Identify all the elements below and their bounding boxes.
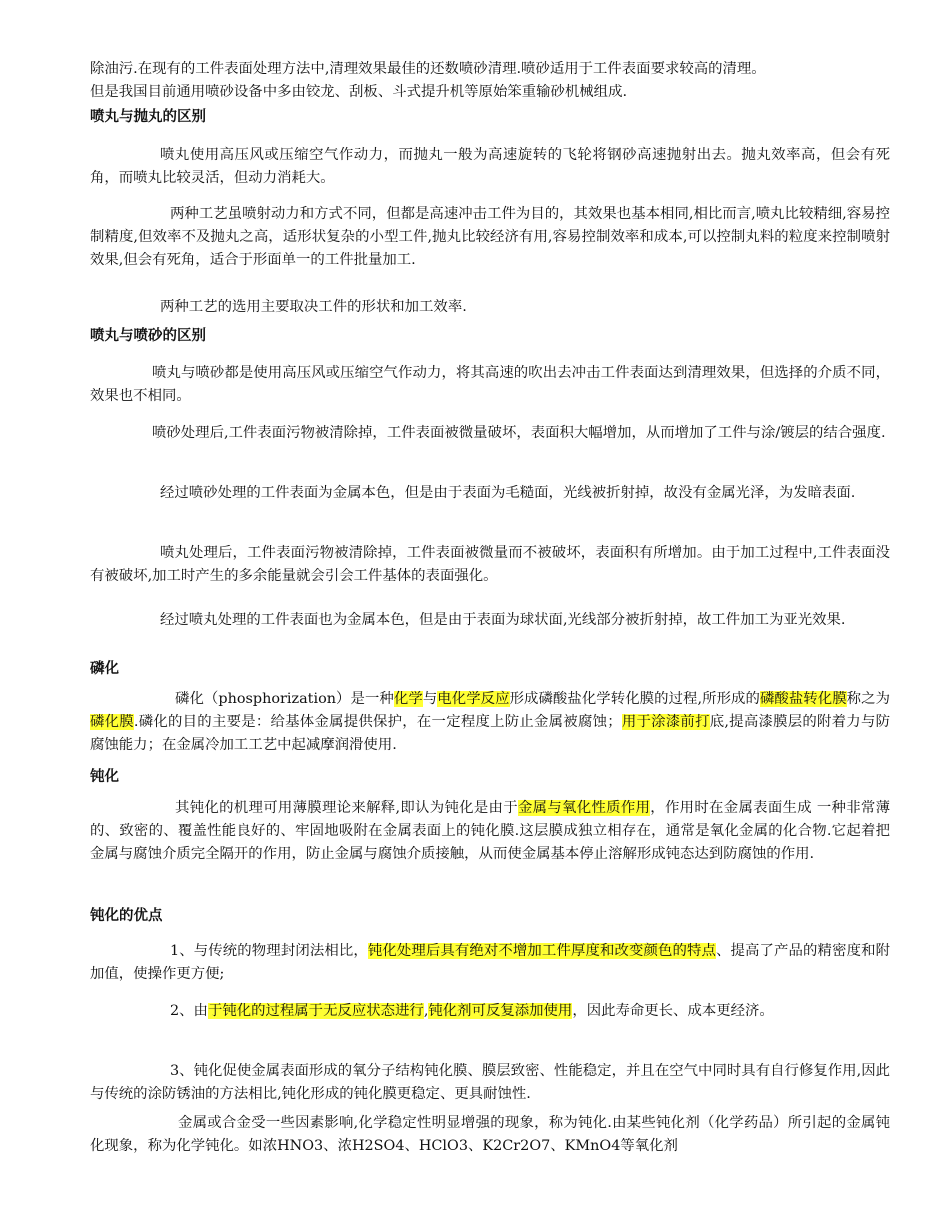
paragraph: 喷丸处理后，工件表面污物被清除掉，工件表面被微量而不被破坏，表面积有所增加。由于加工过程中,工件表面没有被破坏,加工时产生的多余能量就会引会工件基体的表面强化。 (90, 545, 890, 584)
paragraph: 经过喷砂处理的工件表面为金属本色，但是由于表面为毛糙面，光线被折射掉，故没有金属光泽，为发暗表面. (160, 485, 856, 501)
advantage-item-3: 3、钝化促使金属表面形成的氧分子结构钝化膜、膜层致密、性能稳定，并且在空气中同时具有自行修复作用,因此与传统的涂防锈油的方法相比,钝化形成的钝化膜更稳定、更具耐蚀性. (90, 1063, 890, 1102)
text: , (423, 1003, 429, 1019)
text: 、提高了产品的精密度和附加值，使操作更方便; (90, 943, 890, 982)
paragraph: 喷砂处理后,工件表面污物被清除掉，工件表面被微量破坏，表面积大幅增加，从而增加了工件与涂/镀层的结合强度. (152, 425, 886, 441)
paragraph: 经过喷丸处理的工件表面也为金属本色，但是由于表面为球状面,光线部分被折射掉，故工件加工为亚光效果. (160, 612, 846, 628)
text: 其钝化的机理可用薄膜理论来解释,即认为钝化是由于 (175, 800, 518, 816)
text: 磷化（phosphorization）是一种 (175, 691, 394, 707)
paragraph-passivation (90, 797, 890, 866)
text: 底,提高漆膜层的附着力与防腐蚀能力；在金属冷加工工艺中起减摩润滑使用. (90, 714, 890, 753)
text: 2、由 (170, 1003, 208, 1019)
paragraph: 喷丸使用高压风或压缩空气作动力，而抛丸一般为高速旋转的飞轮将钢砂高速抛射出去。抛丸效率高，但会有死角，而喷丸比较灵活，但动力消耗大。 (90, 147, 890, 186)
highlighted-text: 磷化膜 (90, 714, 134, 730)
section-heading-passivation-advantages: 钝化的优点 (90, 908, 163, 924)
section-heading-phosphating: 磷化 (90, 661, 119, 677)
highlighted-text: 磷酸盐转化膜 (759, 691, 847, 707)
section-heading-shot-vs-blast-wheel: 喷丸与抛丸的区别 (90, 109, 206, 125)
intro-line-1: 除油污.在现有的工件表面处理方法中,清理效果最佳的还数喷砂清理.喷砂适用于工件表面要求较高的清理。 (90, 61, 766, 77)
highlighted-text: 钝化处理后具有绝对不增加工件厚度和改变颜色的特点 (367, 943, 717, 959)
highlighted-text: 金属与氧化性质作用 (517, 800, 651, 816)
paragraph: 两种工艺的选用主要取决工件的形状和加工效率. (160, 299, 467, 315)
text: 与 (422, 691, 438, 707)
paragraph-phosphating (90, 688, 890, 757)
paragraph: 喷丸与喷砂都是使用高压风或压缩空气作动力，将其高速的吹出去冲击工件表面达到清理效果，但选择的介质不同，效果也不相同。 (90, 365, 890, 404)
text: 1、与传统的物理封闭法相比， (170, 943, 368, 959)
advantage-item-2 (90, 1000, 890, 1023)
text: ，因此寿命更长、成本更经济。 (572, 1003, 774, 1019)
intro-paragraph (90, 58, 895, 104)
text: 称之为 (846, 691, 890, 707)
highlighted-text: 于钝化的过程属于无反应状态进行 (207, 1003, 424, 1019)
highlighted-text: 化学 (393, 691, 423, 707)
highlighted-text: 钝化剂可反复添加使用 (428, 1003, 573, 1019)
text: .磷化的目的主要是：给基体金属提供保护，在一定程度上防止金属被腐蚀； (133, 714, 622, 730)
highlighted-text: 用于涂漆前打 (621, 714, 710, 730)
paragraph-passivation-definition: 金属或合金受一些因素影响,化学稳定性明显增强的现象，称为钝化.由某些钝化剂（化学药品）所引起的金属钝化现象，称为化学钝化。如浓HNO3、浓H2SO4、HClO3、K2Cr2O7、KMnO4等氧化剂 (90, 1115, 890, 1154)
paragraph: 两种工艺虽喷射动力和方式不同，但都是高速冲击工件为目的，其效果也基本相同,相比而言,喷丸比较精细,容易控制精度,但效率不及抛丸之高，适形状复杂的小型工件,抛丸比较经济有用,容易控制效率和成本,可以控制丸料的粒度来控制喷射效果,但会有死角，适合于形面单一的工件批量加工. (90, 206, 890, 268)
text: ，作用时在金属表面生成 一种非常薄的、致密的、覆盖性能良好的、牢固地吸附在金属表面上的钝化膜.这层膜成独立相存在，通常是氧化金属的化合物.它起着把金属与腐蚀介质完全隔开的作用，防止金属与腐蚀介质接触，从而使金属基本停止溶解形成钝态达到防腐蚀的作用. (90, 800, 890, 862)
advantage-item-1 (90, 940, 890, 986)
section-heading-shot-vs-sand: 喷丸与喷砂的区别 (90, 328, 206, 344)
text: 形成磷酸盐化学转化膜的过程,所形成的 (509, 691, 760, 707)
highlighted-text: 电化学反应 (437, 691, 510, 707)
intro-line-2: 但是我国目前通用喷砂设备中多由铰龙、刮板、斗式提升机等原始笨重输砂机械组成. (90, 84, 628, 100)
section-heading-passivation: 钝化 (90, 769, 119, 785)
